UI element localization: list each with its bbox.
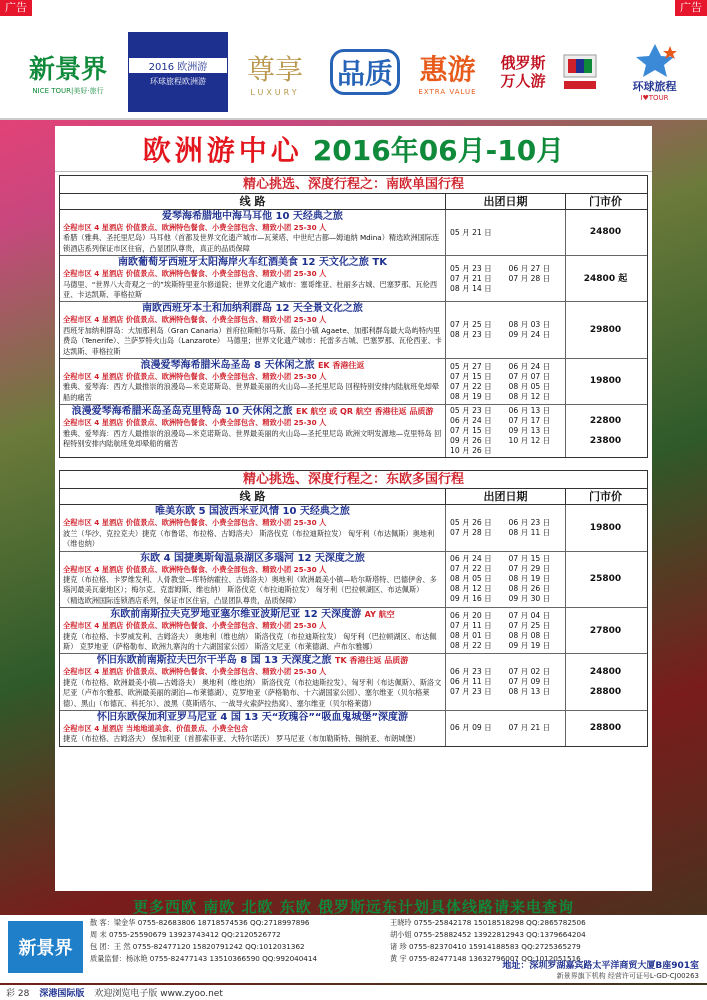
table-row [60,405,647,457]
table-row [60,711,647,746]
depart-date: 08 月 12 日 [450,584,492,594]
depart-date: 09 月 19 日 [508,640,551,650]
route-desc: （精选欧洲国际连锁酒店系列，保证市区住宿，凸显团队尊贵，品质保障） [63,595,301,605]
route-tag: TK 香港往返 品质游 [335,656,409,666]
depart-date: 05 月 23 日 [450,406,492,416]
depart-date: 08 月 05 日 [508,381,551,391]
col-price: 门市价 [589,195,622,208]
contact-brand: 新景界 [8,921,83,973]
more-routes-banner: 更多西欧 南欧 北欧 东欧 俄罗斯远东计划具体线路请来电查询 [133,898,574,916]
page-header [55,126,652,172]
depart-date: 07 月 02 日 [508,667,551,677]
contact-box [0,915,707,983]
date-cell [446,302,566,358]
price-cell [566,405,645,457]
unionpay-logo [560,32,600,112]
col-route: 线 路 [60,194,446,209]
section-title: 精心挑选、深度行程之：东欧多国行程 [60,471,647,489]
route-cell [60,359,446,404]
price-cell [566,552,645,608]
depart-date: 09 月 13 日 [508,426,551,436]
column-header [60,194,647,210]
date-cell [446,608,566,653]
route-list [60,210,647,457]
route-desc: 雅典、爱琴海：西方人最推崇的浪漫岛—米克诺斯岛、世界最美丽的火山岛—圣托里尼岛 回程特别安排内陆航班免却晕船的痛苦 [63,382,440,402]
depart-date: 09 月 24 日 [508,330,551,340]
price-cell [566,359,645,404]
depart-date: 08 月 05 日 [450,574,492,584]
route-cell [60,654,446,710]
depart-date: 05 月 27 日 [450,361,492,371]
route-desc: 全程市区 4 星酒店 价值景点、欧洲特色餐食、小费全部包含、精致小团 25-30 人 [63,564,327,574]
depart-date: 07 月 15 日 [508,554,551,564]
route-list [60,505,647,746]
price-cell [566,256,645,301]
price-value: 19800 [589,522,622,533]
depart-date: 07 月 22 日 [450,381,492,391]
route-cell [60,302,446,358]
europe-2016-badge: 2016 欧洲游 环球旅程欧洲游 [128,32,228,112]
route-cell [60,552,446,608]
route-desc: 捷克（布拉格、卡罗威发利、古姆洛夫） 奥地利（维也纳） 斯洛伐克（布拉迪斯拉发） 匈牙利（巴拉顿湖区、布达佩斯） 克罗地亚（萨格勒布、欧洲九寨沟的十六湖国家公园） 斯洛文尼亚（布莱德湖、卢布尔雅娜） [63,631,437,651]
route-desc: 捷克（布拉格、欧洲最美小镇—古姆洛夫） 奥地利（维也纳） 斯洛伐克（布拉迪斯拉发）、匈牙利（布达佩斯）、斯洛文尼亚（卢布尔雅那、欧洲最美丽的湖泊—布莱德湖）、克罗地亚（萨格勒布、十六湖国家公园）、塞尔维亚（贝尔格莱德）、黑山（布德瓦、科托尔）、波黑（莫斯塔尔、一战导火索萨拉热窝）、塞尔维亚（贝尔格莱德） [63,677,442,708]
route-desc: 西班牙加纳利群岛：大加那利岛（Gran Canaria）首府拉斯帕尔马斯、蓝白小镇 Agaete、加那利群岛最大岛屿特内里费岛（Tenerife）、兰萨罗特火山岛（Lanzarote） 马德里；世界文化遗产城市：托雷多古城、巴塞罗那、瓦伦西亚、卡达凯斯、菲格拉斯 [63,325,442,356]
price-cell [566,654,645,710]
col-date: 出团日期 [446,194,566,209]
depart-date: 07 月 17 日 [508,416,551,426]
table-row [60,608,647,654]
depart-date: 09 月 26 日 [450,436,492,446]
contact-row: 散 客：梁金华 0755-82683806 18718574536 QQ:2718997896 王晓玲 0755-25842178 15018518298 QQ:2865782506 [90,918,586,927]
route-desc: 全程市区 4 星酒店 价值景点、欧洲特色餐食、小费全部包含、精致小团 25-30 人 [63,372,327,382]
depart-date: 07 月 21 日 [450,273,492,283]
route-desc: 全程市区 4 星酒店 价值景点、欧洲特色餐食、小费全部包含、精致小团 25-30 人 [63,667,327,677]
date-cell [446,552,566,608]
depart-date: 07 月 23 日 [450,687,492,697]
price-value: 22800 [589,415,622,426]
col-route: 线 路 [60,489,446,504]
ad-tag-right: 广告 [675,0,707,16]
depart-date: 05 月 21 日 [450,227,492,237]
depart-date: 09 月 16 日 [450,594,492,604]
depart-date: 07 月 21 日 [508,723,551,733]
page-period: 2016年06月-10月 [312,133,565,167]
price-value: 27800 [589,625,622,636]
route-title: 南欧葡萄牙西班牙太阳海岸火车红酒美食 12 天文化之旅 TK [118,257,387,269]
page-number: 彩 28 [6,989,30,999]
table-row [60,359,647,405]
depart-date: 06 月 24 日 [508,361,551,371]
contact-row: 包 团：王 然 0755-82477120 15820791242 QQ:1012031362 诸 珍 0755-82370410 15914188583 QQ:2725365279 [90,942,581,951]
depart-date: 07 月 25 日 [508,620,551,630]
depart-date: 06 月 13 日 [508,406,551,416]
depart-date: 06 月 11 日 [450,677,492,687]
depart-date: 06 月 23 日 [508,517,551,527]
depart-date: 08 月 11 日 [508,527,551,537]
price-cell [566,505,645,550]
route-desc: 全程市区 4 星酒店 当地地道美食、价值景点、小费全包含 [63,723,249,733]
depart-date: 08 月 22 日 [450,640,492,650]
route-tag: EK 航空 或 QR 航空 香港往返 品质游 [296,407,434,417]
route-desc: 波兰（华沙、克拉克夫）捷克（布鲁诺、布拉格、古姆洛夫） 斯洛伐克（布拉迪斯拉发） 匈牙利（布达佩斯）奥地利（维也纳） [63,528,435,549]
eluosi-logo: 俄罗斯万人游 [500,54,546,90]
depart-date: 10 月 26 日 [450,446,492,456]
depart-date: 06 月 23 日 [450,667,492,677]
depart-date: 08 月 14 日 [450,283,492,293]
depart-date: 08 月 19 日 [508,574,551,584]
route-desc: 全程市区 4 星酒店 价值景点、欧洲特色餐食、小费全部包含、精致小团 25-30 人 [63,621,327,631]
price-cell [566,711,645,746]
depart-date: 08 月 12 日 [508,391,551,401]
depart-date: 08 月 26 日 [508,584,551,594]
huanqiu-logo: 环球旅程 I♥TOUR [612,32,697,112]
route-cell [60,210,446,255]
contact-row: 质量监督：杨冰艳 0755-82477143 13510366590 QQ:992040414 黄 宇 0755-82477148 13632796007 QQ:1012051516 [90,954,581,963]
ad-tag-left: 广告 [0,0,32,16]
route-cell [60,256,446,301]
route-desc: 全程市区 4 星酒店 价值景点、欧洲特色餐食、小费全部包含、精致小团 25-30 人 [63,518,327,528]
route-desc: 马德里、“世界八大奇观之一的”埃斯特里亚尔修道院；世界文化遗产城市：塞哥维亚、杜丽多古城、巴塞罗那、瓦伦西亚、卡达凯斯、菲格拉斯 [63,279,438,300]
depart-date: 06 月 24 日 [450,554,492,564]
depart-date: 08 月 13 日 [508,687,551,697]
zunxiang-logo: 尊享 LUXURY [246,52,303,97]
column-header [60,489,647,505]
route-tag: AY 航空 [364,610,395,620]
route-title: 浪漫爱琴海希腊米岛圣岛克里特岛 10 天休闲之旅 EK 航空 或 QR 航空 香港往返 品质游 [71,406,434,418]
date-cell [446,256,566,301]
depart-date: 10 月 12 日 [508,436,551,446]
date-cell [446,359,566,404]
route-title: 东欧前南斯拉夫克罗地亚塞尔维亚波斯尼亚 12 天深度游 AY 航空 [110,609,395,621]
pinzhi-logo: 品质 [325,32,405,112]
depart-date: 07 月 11 日 [450,620,492,630]
route-cell [60,608,446,653]
depart-date: 08 月 08 日 [508,630,551,640]
price-value: 19800 [589,376,622,387]
table-row [60,302,647,359]
depart-date: 07 月 07 日 [508,371,551,381]
date-cell [446,654,566,710]
depart-date: 07 月 04 日 [508,610,551,620]
route-desc: 全程市区 4 星酒店 价值景点、欧洲特色餐食、小费全部包含、精致小团 25-30 人 [63,269,327,279]
depart-date: 05 月 26 日 [450,517,492,527]
xinjingjie-logo: 新景界 NICE TOUR|美好·旅行 [28,54,107,95]
route-cell [60,711,446,746]
depart-date: 07 月 15 日 [450,426,492,436]
depart-date: 07 月 25 日 [450,320,492,330]
depart-date: 07 月 28 日 [508,273,551,283]
route-title: 南欧西班牙本土和加纳利群岛 12 天全景文化之旅 [142,303,363,315]
route-cell [60,505,446,550]
route-desc: 捷克（布拉格、古姆洛夫） 保加利亚（首都索菲亚、大特尔诺沃） 罗马尼亚（布加勒斯特、锡纳亚、布朗城堡） [63,734,420,744]
route-title: 浪漫爱琴海希腊米岛圣岛 8 天休闲之旅 EK 香港往返 [140,360,365,372]
east-europe-section [59,470,648,747]
table-row [60,654,647,711]
table-row [60,210,647,256]
price-value-2: 23800 [589,436,622,447]
depart-date: 09 月 30 日 [508,594,551,604]
depart-date: 08 月 03 日 [508,320,551,330]
route-title: 怀旧东欧前南斯拉夫巴尔干半岛 8 国 13 天深度之旅 TK 香港往返 品质游 [96,655,409,667]
price-value: 24800 [589,666,622,677]
price-value: 25800 [589,574,622,585]
depart-date: 06 月 24 日 [450,416,492,426]
depart-date: 07 月 15 日 [450,371,492,381]
route-cell [60,405,446,457]
price-value: 24800 [589,227,622,238]
table-row [60,505,647,551]
depart-date: 06 月 27 日 [508,263,551,273]
depart-date: 08 月 23 日 [450,330,492,340]
depart-date: 07 月 22 日 [450,564,492,574]
route-title: 唯美东欧 5 国波西米亚风情 10 天经典之旅 [155,506,350,518]
main-panel [55,126,652,891]
footer-note: 欢迎浏览电子版 www.zyoo.net [94,989,223,999]
route-tag: EK 香港往返 [317,361,365,371]
depart-date: 07 月 09 日 [508,677,551,687]
date-cell [446,405,566,457]
route-title: 怀旧东欧保加利亚罗马尼亚 4 国 13 天“玫瑰谷”“吸血鬼城堡”深度游 [96,711,409,723]
edition-label: 深港国际版 [39,989,85,999]
address-block: 地址：深圳罗湖嘉宾路太平洋商贸大厦B座901室 新景界旗下机构 经营许可证号L-GD-CJ00263 [502,961,699,980]
price-value: 28800 [589,723,622,734]
table-row [60,552,647,609]
route-desc: 雅典、爱琴海：西方人最推崇的浪漫岛—米克诺斯岛、世界最美丽的火山岛—圣托里尼岛 欧洲文明发源地—克里特岛 回程特别安排内陆航班免却晕船的痛苦 [63,428,442,449]
huiyou-logo: 惠游 EXTRA VALUE [418,53,477,96]
depart-date: 08 月 01 日 [450,630,492,640]
price-cell [566,608,645,653]
page-title: 欧洲游中心 [142,133,303,167]
price-value: 24800 起 [583,273,628,284]
unionpay-icon [562,47,598,97]
footer [0,985,707,1000]
depart-date: 07 月 28 日 [450,527,492,537]
route-desc: 全程市区 4 星酒店 价值景点、欧洲特色餐食、小费全部包含、精致小团 25-30 人 [63,418,327,428]
col-date: 出团日期 [446,489,566,504]
table-row [60,256,647,302]
depart-date: 05 月 23 日 [450,263,492,273]
logo-bar [0,20,707,120]
depart-date: 07 月 29 日 [508,564,551,574]
price-value: 29800 [589,325,622,336]
price-value-2: 28800 [589,687,622,698]
price-cell [566,302,645,358]
route-title: 东欧 4 国捷奥斯匈温泉湖区多瑙河 12 天深度之旅 [140,552,365,564]
top-bar [0,0,707,20]
contact-row: 周 末 0755-25590679 13923743412 QQ:2120526772 胡小姐 0755-25882452 13922812943 QQ:1379664204 [90,930,586,939]
col-price: 门市价 [589,490,622,504]
price-cell [566,210,645,255]
depart-date: 06 月 20 日 [450,610,492,620]
route-title: 爱琴海希腊地中海马耳他 10 天经典之旅 [162,211,343,222]
date-cell [446,210,566,255]
route-desc: 全程市区 4 星酒店 价值景点、欧洲特色餐食、小费全部包含、精致小团 25-30 人 [63,315,327,325]
depart-date: 06 月 09 日 [450,723,492,733]
star-icon [630,42,680,78]
route-desc: 全程市区 4 星酒店 价值景点、欧洲特色餐食、小费全部包含、精致小团 25-30 人 [63,223,327,232]
depart-date: 08 月 19 日 [450,391,492,401]
south-europe-section [59,175,648,458]
route-desc: 希腊（雅典、圣托里尼岛）马耳他（首都及世界文化遗产城市—瓦莱塔、中世纪古都—姆迪纳 Mdina）精选欧洲国际连锁酒店系列保证市区住宿，凸显团队尊贵，真正的品质保障 [63,233,440,253]
date-cell [446,711,566,746]
route-desc: 捷克（布拉格、卡罗维发利、人骨教堂—库特纳霍拉、古姆洛夫）奥地利（欧洲最美小镇—哈尔斯塔特、巴德伊舍、多瑙河最美瓦豪地区）；梅尔克、克雷姆斯、维也纳） 斯洛伐克（布拉迪斯拉发） 匈牙利（巴拉顿湖区、布达佩斯） [63,574,437,595]
date-cell [446,505,566,550]
section-title: 精心挑选、深度行程之：南欧单国行程 [60,176,647,194]
